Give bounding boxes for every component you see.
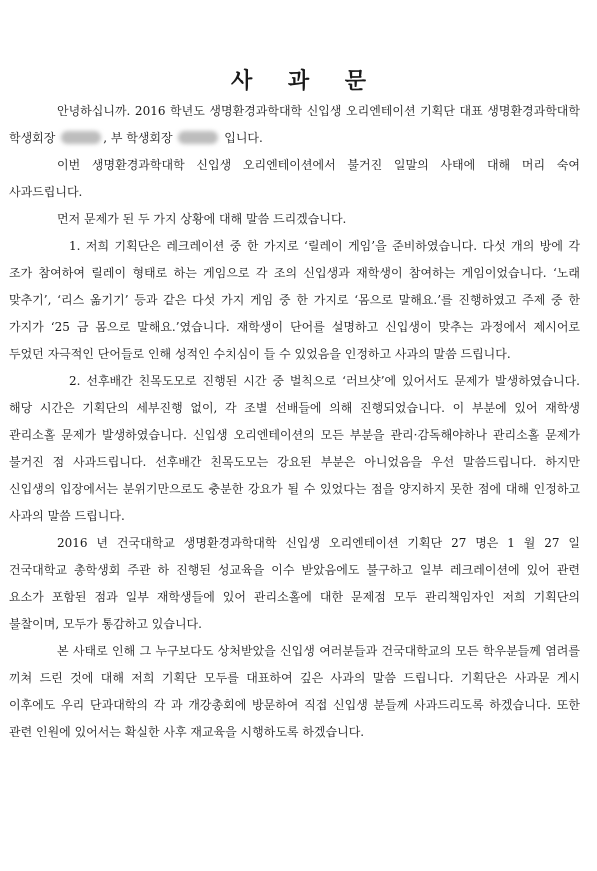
paragraph-responsibility: 2016 년 건국대학교 생명환경과학대학 신입생 오리엔테이션 기획단 27 명은 1 월 27 일 건국대학교 총학생회 주관 하 진행된 성교육을 이수 받았음에도 불구하고 일부 레크레이션에 있어 관련 요소가 포함된 점과 일부 재학생들에 있어 관리소홀에 대한 문제점 모두 관리책임자인 저희 기획단의 불찰이며, 모두가 통감하고 있습니다. — [9, 536, 580, 631]
paragraph-item-2: 2. 선후배간 친목도모로 진행된 시간 중 벌칙으로 ‘러브샷’에 있어서도 문제가 발생하였습니다. 해당 시간은 기획단의 세부진행 없이, 각 조별 선배들에 의해 진행되었습니다. 이 부분에 있어 재학생 관리소홀 문제가 발생하였습니다. 신입생 오리엔테이션의 모든 부분을 관리·감독해야하나 관리소홀 문제가 불거진 점 사과드립니다. 선후배간 친목도모는 강요된 부분은 아니었음을 우선 말씀드립니다. 하지만 신입생의 입장에서는 분위기만으로도 충분한 강요가 될 수 있었다는 점을 양지하지 못한 점에 대해 인정하고 사과의 말씀 드립니다. — [9, 374, 580, 523]
paragraph-situation-intro: 먼저 문제가 된 두 가지 상황에 대해 말씀 드리겠습니다. — [57, 212, 347, 226]
redacted-name-vice-president — [178, 131, 218, 144]
paragraph-greeting — [9, 98, 580, 152]
document-title: 사 과 문 — [230, 68, 381, 94]
paragraph-apology-intro: 이번 생명환경과학대학 신입생 오리엔테이션에서 불거진 일말의 사태에 대해 머리 숙여 사과드립니다. — [9, 158, 580, 199]
document-body — [9, 98, 580, 746]
greeting-text-b: , 부 학생회장 — [103, 131, 177, 145]
greeting-text-a: 안녕하십니까. 2016 학년도 생명환경과학대학 신입생 오리엔테이션 기획단 대표 생명환경과학대학 학생회장 — [9, 104, 580, 145]
paragraph-item-1: 1. 저희 기획단은 레크레이션 중 한 가지로 ‘릴레이 게임’을 준비하였습니다. 다섯 개의 방에 각 조가 참여하여 릴레이 형태로 하는 게임으로 각 조의 신입생과 재학생이 참여하는 게임이었습니다. ‘노래 맞추기’, ‘리스 옮기기’ 등과 같은 다섯 가지 게임 중 한 가지로 ‘몸으로 말해요.’를 진행하였고 주제 중 한 가지가 ‘25 금 몸으로 말해요.’였습니다. 재학생이 단어를 설명하고 신입생이 맞추는 과정에서 제시어로 두었던 자극적인 단어들로 인해 성적인 수치심이 들 수 있었음을 인정하고 사과의 말씀 드립니다. — [9, 239, 580, 361]
redacted-name-president — [61, 131, 101, 144]
greeting-text-c: 입니다. — [220, 131, 263, 145]
paragraph-closing: 본 사태로 인해 그 누구보다도 상처받았을 신입생 여러분들과 건국대학교의 모든 학우분들께 염려를 끼쳐 드린 것에 대해 저희 기획단 모두를 대표하여 깊은 사과의 말씀 드립니다. 기획단은 사과문 게시 이후에도 우리 단과대학의 각 과 개강총회에 방문하여 직접 신입생 분들께 사과드리도록 하겠습니다. 또한 관련 인원에 있어서는 확실한 사후 재교육을 시행하도록 하겠습니다. — [9, 644, 580, 739]
